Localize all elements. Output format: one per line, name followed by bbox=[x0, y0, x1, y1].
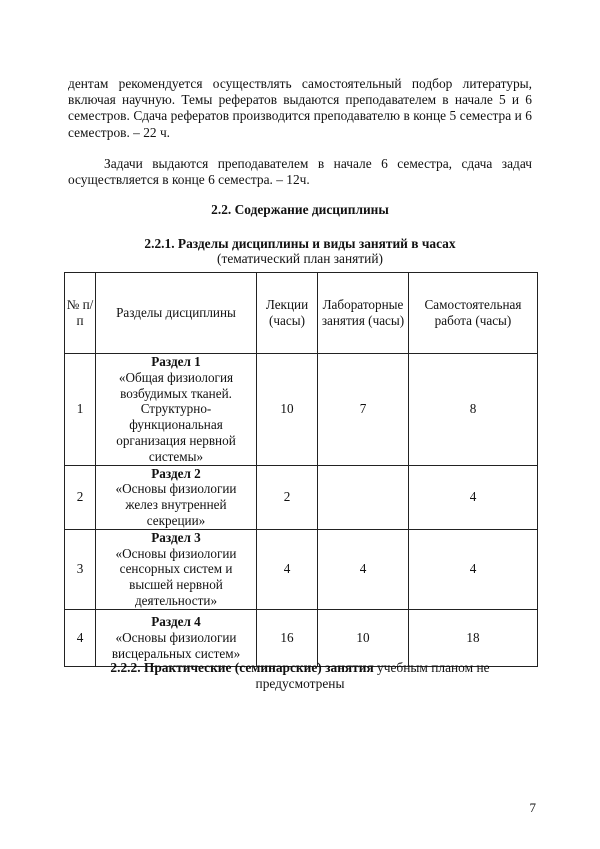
row-section bbox=[96, 465, 257, 529]
row-num: 4 bbox=[65, 609, 96, 666]
section-title: Раздел 1 bbox=[151, 354, 201, 369]
practical-text: учебным планом не предусмотрены bbox=[255, 660, 490, 692]
row-labs: 10 bbox=[318, 609, 409, 666]
header-labs: Лабораторные занятия (часы) bbox=[318, 273, 409, 354]
page-number: 7 bbox=[529, 800, 536, 815]
row-self: 18 bbox=[409, 609, 538, 666]
row-labs: 7 bbox=[318, 354, 409, 466]
row-num: 2 bbox=[65, 465, 96, 529]
section-title: Раздел 2 bbox=[151, 465, 201, 481]
row-num: 3 bbox=[65, 529, 96, 609]
table-row bbox=[65, 609, 538, 666]
intro-paragraph-2: Задачи выдаются преподавателем в начале 6 семестра, сдача задач осуществляется в конце 6 семестра. – 12ч. bbox=[68, 156, 532, 188]
table-row bbox=[65, 529, 538, 609]
section-desc: «Общая физиология возбудимых тканей. Структурно-функциональная организация нервной системы» bbox=[116, 369, 236, 464]
row-self: 4 bbox=[409, 465, 538, 529]
row-section bbox=[96, 529, 257, 609]
section-desc: «Основы физиологии висцеральных систем» bbox=[111, 629, 241, 661]
table-row bbox=[65, 465, 538, 529]
header-num: № п/п bbox=[65, 273, 96, 354]
thematic-plan-table bbox=[64, 272, 538, 667]
header-lectures: Лекции (часы) bbox=[257, 273, 318, 354]
practical-paragraph bbox=[68, 660, 532, 692]
header-section: Разделы дисциплины bbox=[96, 273, 257, 354]
row-lectures: 10 bbox=[257, 354, 318, 466]
row-section bbox=[96, 354, 257, 466]
section-heading: 2.2. Содержание дисциплины bbox=[211, 202, 389, 217]
section-desc: «Основы физиологии желез внутренней секреции» bbox=[115, 481, 237, 528]
row-lectures: 2 bbox=[257, 465, 318, 529]
row-labs: 4 bbox=[318, 529, 409, 609]
section-desc: «Основы физиологии сенсорных систем и высшей нервной деятельности» bbox=[115, 545, 237, 608]
row-section bbox=[96, 609, 257, 666]
row-labs bbox=[318, 465, 409, 529]
row-lectures: 4 bbox=[257, 529, 318, 609]
row-lectures: 16 bbox=[257, 609, 318, 666]
row-self: 4 bbox=[409, 529, 538, 609]
table-header-row bbox=[65, 273, 538, 354]
subsection-heading: 2.2.1. Разделы дисциплины и виды занятий в часах bbox=[144, 236, 456, 251]
row-self: 8 bbox=[409, 354, 538, 466]
row-num: 1 bbox=[65, 354, 96, 466]
practical-heading: 2.2.2. Практические (семинарские) занятия bbox=[110, 660, 374, 675]
subsection-subtitle: (тематический план занятий) bbox=[217, 251, 383, 266]
table-row bbox=[65, 354, 538, 466]
section-title: Раздел 3 bbox=[151, 529, 201, 545]
header-self: Самостоятельная работа (часы) bbox=[409, 273, 538, 354]
intro-paragraph-1: дентам рекомендуется осуществлять самостоятельный подбор литературы, включая научную. Темы рефератов выдаются преподавателем в начале 5 и 6 семестров. Сдача рефератов производится преподавателю в конце 5 семестра и 6 семестров. – 22 ч. bbox=[68, 76, 532, 140]
section-title: Раздел 4 bbox=[151, 614, 201, 630]
